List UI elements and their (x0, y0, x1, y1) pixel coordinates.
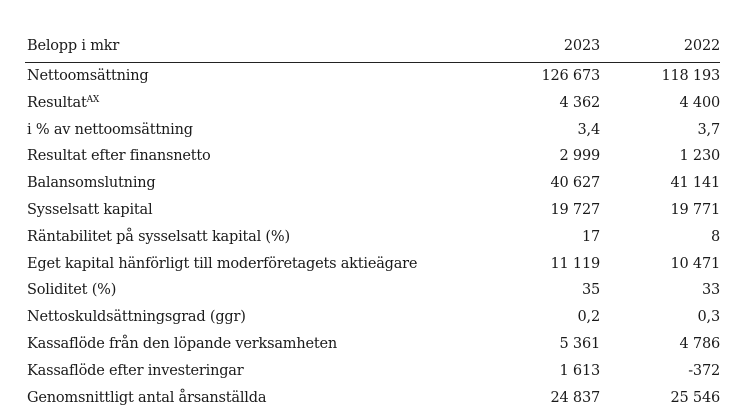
row-label-text: Eget kapital hänförligt till moderföretagets aktieägare (27, 255, 418, 272)
table-body (25, 63, 720, 412)
row-label (25, 251, 500, 278)
value-2022: 8 (710, 228, 720, 245)
value-2022: 3,7 (697, 121, 720, 138)
table-row (25, 385, 720, 412)
table-row (25, 90, 720, 117)
value-2023: 24 837 (550, 389, 600, 406)
value-2022: 33 (701, 282, 720, 299)
value-2023: 2 999 (559, 148, 600, 165)
value-2023: 1 613 (559, 362, 600, 379)
row-label (25, 277, 500, 304)
value-2023: 19 727 (550, 201, 600, 218)
row-label-text: Resultat (27, 94, 87, 111)
row-label (25, 385, 500, 412)
table-row (25, 358, 720, 385)
row-label-superscript: AX (86, 94, 100, 105)
row-label-text: Nettoskuldsättningsgrad (ggr) (27, 309, 246, 326)
value-2022: -372 (688, 362, 720, 379)
row-label-text: i % av nettoomsättning (27, 121, 193, 138)
row-label (25, 304, 500, 331)
table-row (25, 277, 720, 304)
table-row (25, 331, 720, 358)
row-label (25, 358, 500, 385)
header-year-2022: 2022 (600, 31, 720, 63)
value-2023: 4 362 (559, 94, 600, 111)
row-label-text: Kassaflöde från den löpande verksamheten (27, 335, 338, 352)
value-2023: 126 673 (541, 68, 600, 84)
table-header (25, 31, 720, 63)
row-label-text: Nettoomsättning (27, 68, 149, 84)
value-2022: 25 546 (670, 389, 720, 406)
table-row (25, 197, 720, 224)
row-label-text: Genomsnittligt antal årsanställda (27, 389, 267, 406)
value-2023: 11 119 (550, 255, 600, 272)
row-label (25, 63, 500, 90)
row-label (25, 331, 500, 358)
value-2023: 40 627 (550, 175, 600, 192)
row-label (25, 224, 500, 251)
key-figures-table-container (25, 31, 720, 411)
row-label-text: Räntabilitet på sysselsatt kapital (%) (27, 228, 290, 245)
value-2022: 19 771 (670, 201, 720, 218)
header-label: Belopp i mkr (25, 31, 500, 63)
value-2022: 118 193 (661, 68, 720, 84)
row-label-text: Kassaflöde efter investeringar (27, 362, 244, 379)
row-label (25, 143, 500, 170)
value-2023: 17 (581, 228, 600, 245)
value-2022: 0,3 (697, 309, 720, 326)
table-row (25, 117, 720, 144)
value-2022: 4 786 (679, 335, 720, 352)
value-2023: 3,4 (577, 121, 600, 138)
row-label (25, 197, 500, 224)
row-label (25, 170, 500, 197)
value-2022: 1 230 (679, 148, 720, 165)
header-row (25, 31, 720, 63)
table-row (25, 63, 720, 90)
key-figures-table (25, 31, 720, 411)
value-2022: 4 400 (679, 94, 720, 111)
row-label-text: Sysselsatt kapital (27, 201, 153, 218)
table-row (25, 251, 720, 278)
table-row (25, 143, 720, 170)
table-row (25, 170, 720, 197)
row-label-text: Balansomslutning (27, 175, 156, 192)
table-row (25, 224, 720, 251)
value-2022: 10 471 (670, 255, 720, 272)
table-row (25, 304, 720, 331)
header-year-2023: 2023 (500, 31, 600, 63)
value-2023: 5 361 (559, 335, 600, 352)
row-label-text: Resultat efter finansnetto (27, 148, 211, 165)
row-label-text: Soliditet (%) (27, 282, 117, 299)
value-2023: 35 (581, 282, 600, 299)
value-2022: 41 141 (670, 175, 720, 192)
value-2023: 0,2 (577, 309, 600, 326)
row-label (25, 90, 500, 117)
row-label (25, 117, 500, 144)
